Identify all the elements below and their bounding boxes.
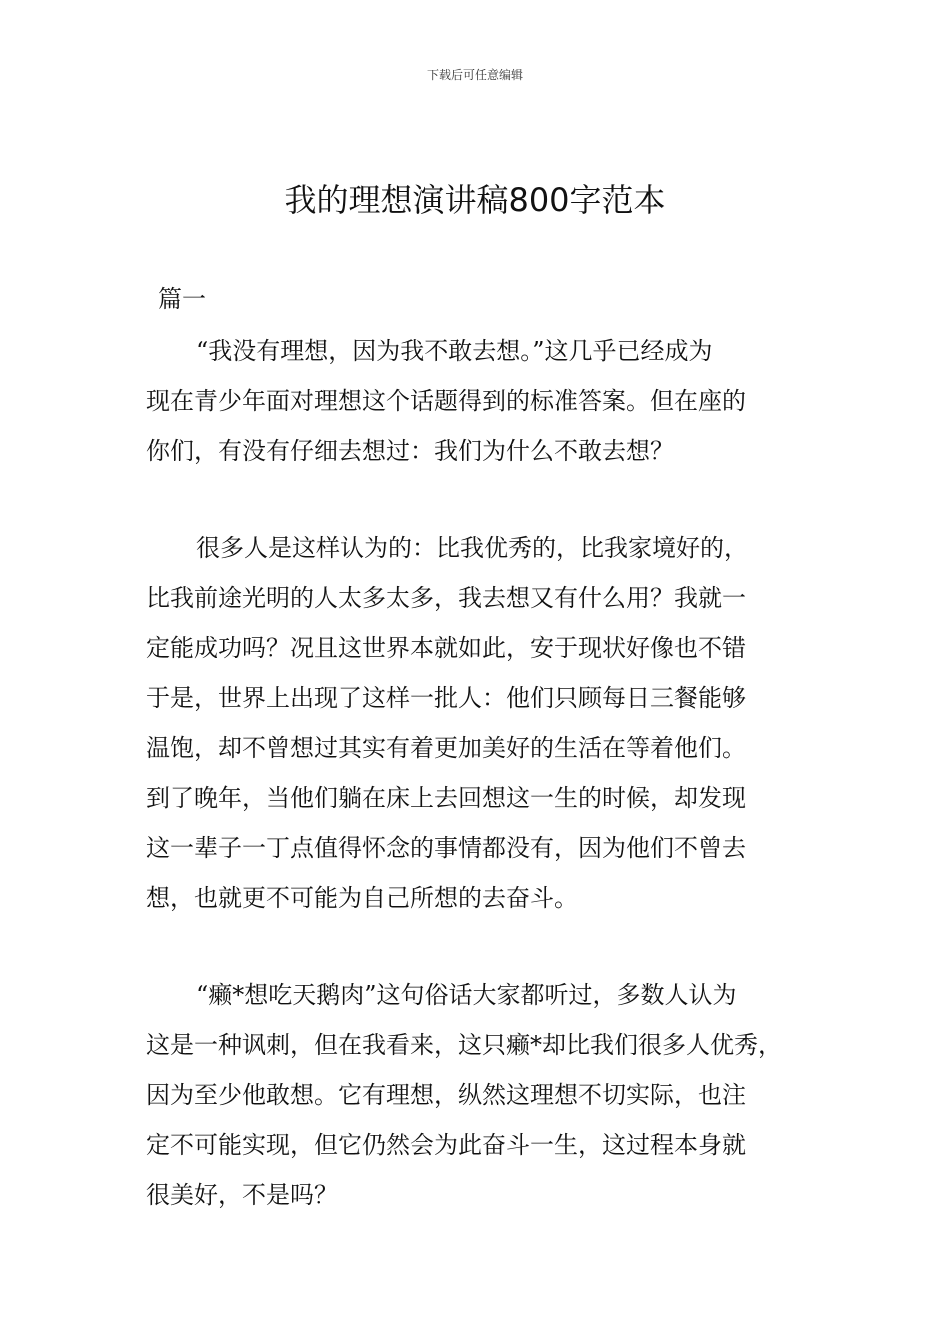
paragraph-line: “癞*想吃天鹅肉”这句俗话大家都听过，多数人认为 <box>196 981 737 1009</box>
paragraph-line: 这一辈子一丁点值得怀念的事情都没有，因为他们不曾去 <box>146 834 746 862</box>
section-label: 篇一 <box>158 285 206 313</box>
paragraph-1 <box>146 326 811 476</box>
paragraph-line: 因为至少他敢想。它有理想，纵然这理想不切实际，也注 <box>146 1081 746 1109</box>
paragraph-line: 于是，世界上出现了这样一批人：他们只顾每日三餐能够 <box>146 684 746 712</box>
paragraph-line: 比我前途光明的人太多太多，我去想又有什么用？我就一 <box>146 584 746 612</box>
paragraph-line: 这是一种讽刺，但在我看来，这只癞*却比我们很多人优秀， <box>146 1031 782 1059</box>
paragraph-line: 定能成功吗？况且这世界本就如此，安于现状好像也不错 <box>146 634 746 662</box>
paragraph-line: 想，也就更不可能为自己所想的去奋斗。 <box>146 884 578 912</box>
header-note: 下载后可任意编辑 <box>426 68 523 82</box>
paragraph-3 <box>146 970 811 1220</box>
paragraph-line: 温饱，却不曾想过其实有着更加美好的生活在等着他们。 <box>146 734 746 762</box>
paragraph-line: 定不可能实现，但它仍然会为此奋斗一生，这过程本身就 <box>146 1131 746 1159</box>
paragraph-line: 到了晚年，当他们躺在床上去回想这一生的时候，却发现 <box>146 784 746 812</box>
paragraph-2 <box>146 523 811 923</box>
paragraph-line: 很多人是这样认为的：比我优秀的，比我家境好的， <box>196 534 748 562</box>
page-title: 我的理想演讲稿800字范本 <box>284 181 666 219</box>
paragraph-line: 你们，有没有仔细去想过：我们为什么不敢去想？ <box>146 437 674 465</box>
paragraph-line: 很美好，不是吗？ <box>146 1181 338 1209</box>
paragraph-line: 现在青少年面对理想这个话题得到的标准答案。但在座的 <box>146 387 746 415</box>
paragraph-line: “我没有理想，因为我不敢去想。”这几乎已经成为 <box>196 337 713 365</box>
